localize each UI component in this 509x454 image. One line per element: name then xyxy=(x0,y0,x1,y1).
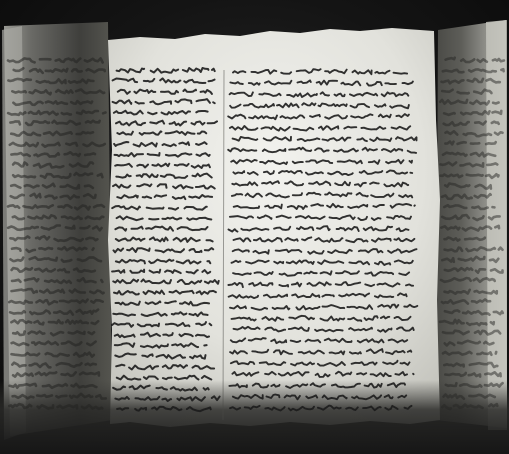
bottom-shadow xyxy=(0,380,509,454)
